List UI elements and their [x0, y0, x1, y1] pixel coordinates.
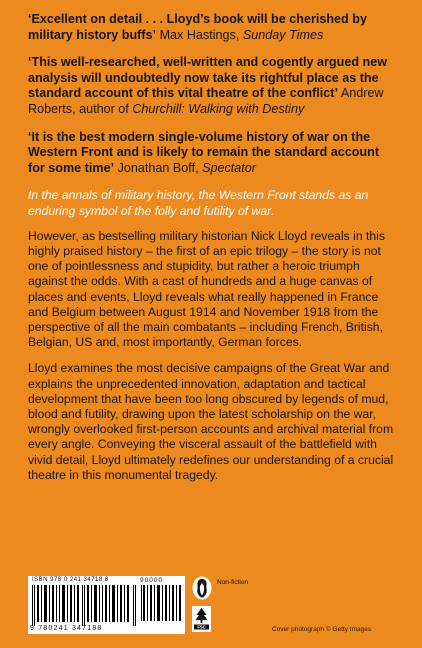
review-quote	[28, 130, 398, 177]
quote-text: ‘Excellent on detail . . . Lloyd’s book will be cherished by military history buffs’	[28, 12, 367, 42]
description-paragraph: However, as bestselling military historian Nick Lloyd reveals in this highly praised history – the first of an epic trilogy – the story is not one of pointlessness and stupidity, but rather a heroic triumph against the odds. With a cast of hundreds and a huge canvas of places and events, Lloyd reveals what really happened in France and Belgium between August 1914 and November 1918 from the perspective of all the main combatants – including French, British, Belgian, US and, most importantly, German forces.	[28, 228, 385, 350]
addon-barcode-lines	[141, 585, 181, 621]
quote-text: ‘It is the best modern single-volume history of war on the Western Front and is likely to remain the standard account for some time’	[28, 129, 380, 175]
description-paragraph: Lloyd examines the most decisive campaigns of the Great War and explains the unprecedented innovation, adaptation and tactical development that have been too long obscured by legends of mud, blood and futility, drawing upon the latest scholarship on the war, wrongly overlooked first-person accounts and archival material from every angle. Conveying the visceral assault of the battlefield with vivid detail, Lloyd ultimately redefines our understanding of a crucial theatre in this monumental tragedy.	[28, 361, 394, 482]
review-quote	[28, 12, 398, 43]
quote-text: ‘This well-researched, well-written and cogently argued new analysis will undoubtedly now take its rightful place as the standard account of this vital theatre of the conflict’	[28, 55, 388, 101]
review-quote	[28, 55, 398, 117]
isbn-label: ISBN 978 0 241 34718 8	[32, 577, 109, 583]
barcode-digits: 9 780241 347188	[30, 625, 103, 632]
cover-credit: Cover photograph © Getty Images	[272, 626, 372, 633]
quote-author: Andrew Roberts, author of	[28, 86, 384, 116]
back-cover-text	[28, 12, 398, 494]
quote-author: Max Hastings,	[159, 27, 240, 42]
intro-text: In the annals of military history, the Western Front stands as an enduring symbol of the folly and futility of war.	[28, 188, 369, 218]
barcode-lines	[32, 585, 136, 626]
price-addon: 90000	[140, 577, 164, 584]
back-cover-footer	[28, 576, 398, 636]
quote-author: Jonathan Boff,	[117, 160, 199, 175]
quote-publication: Churchill: Walking with Destiny	[132, 101, 305, 116]
penguin-logo-icon	[192, 576, 212, 600]
fsc-logo-icon	[192, 606, 211, 632]
svg-text:FSC: FSC	[197, 624, 206, 630]
quote-publication: Sunday Times	[242, 27, 324, 42]
quote-publication: Spectator	[202, 160, 256, 175]
genre-label: Non-fiction	[217, 579, 249, 586]
barcode	[28, 576, 185, 634]
